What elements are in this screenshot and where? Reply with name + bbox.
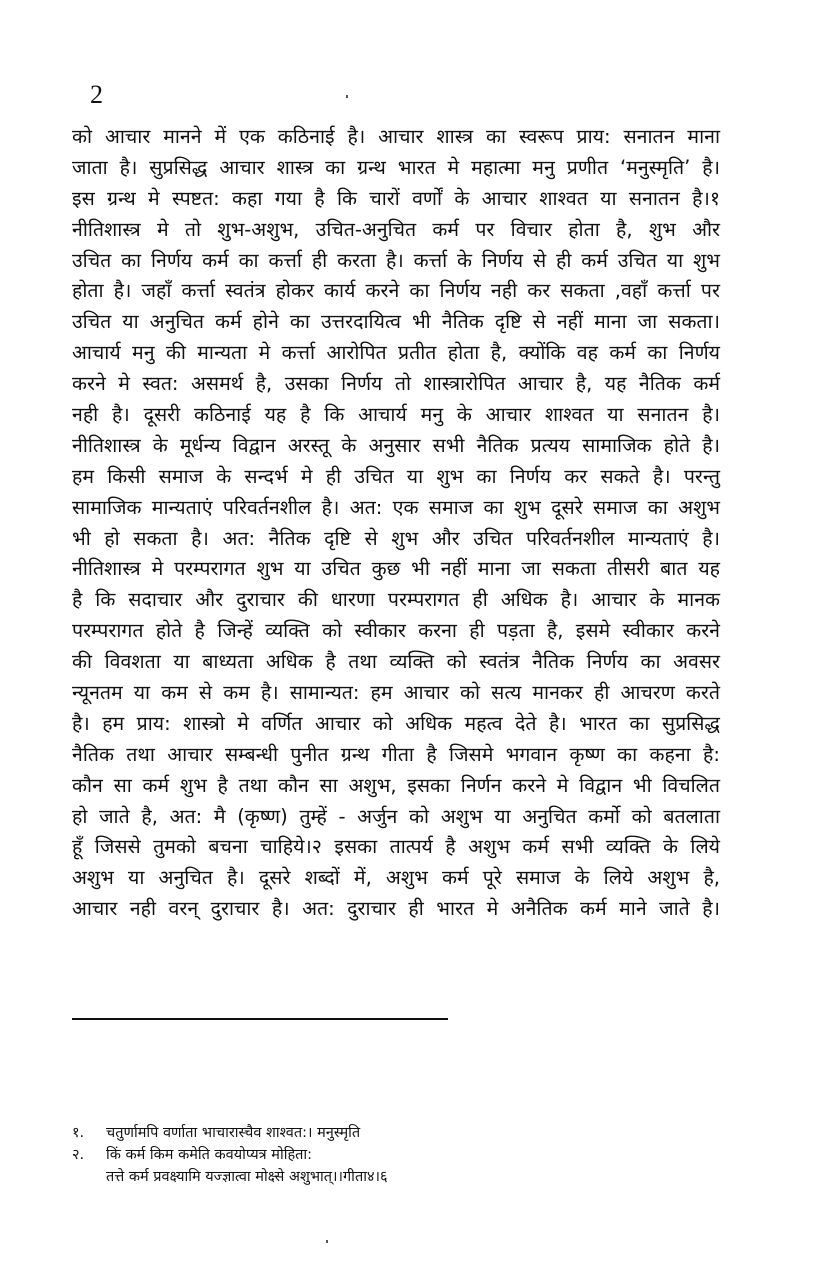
text-line: नैतिक तथा आचार सम्बन्धी पुनीत ग्रन्थ गीता है जिसमे भगवान कृष्ण का कहना है: bbox=[72, 742, 720, 766]
text-line: हो जाते है, अत: मै (कृष्ण) तुम्हें - अर्जुन को अशुभ या अनुचित कर्मो को बतलाता bbox=[72, 804, 720, 828]
text-line: जाता है। सुप्रसिद्ध आचार शास्त्र का ग्रन्थ भारत मे महात्मा मनु प्रणीत ‘मनुस्मृति’ है। bbox=[72, 155, 720, 179]
footnotes bbox=[72, 1122, 632, 1188]
text-line: नही है। दूसरी कठिनाई यह है कि आचार्य मनु के आचार शाश्वत या सनातन है। bbox=[72, 403, 720, 427]
footnote-text: तत्ते कर्म प्रवक्ष्यामि यज्ज्ञात्वा मोक्ष्से अशुभात्।।गीता४।६ bbox=[106, 1169, 388, 1185]
footnote-number: १. bbox=[72, 1125, 85, 1141]
text-line: अशुभ या अनुचित है। दूसरे शब्दों में, अशुभ कर्म पूरे समाज के लिये अशुभ है, bbox=[72, 866, 720, 890]
scan-speck bbox=[346, 95, 348, 98]
text-line: नीतिशास्त्र मे तो शुभ-अशुभ, उचित-अनुचित कर्म पर विचार होता है, शुभ और bbox=[72, 217, 720, 241]
text-line: न्यूनतम या कम से कम है। सामान्यत: हम आचार को सत्य मानकर ही आचरण करते bbox=[72, 681, 720, 705]
text-line: उचित का निर्णय कर्म का कर्त्ता ही करता है। कर्त्ता के निर्णय से ही कर्म उचित या शुभ bbox=[72, 248, 720, 272]
text-line: सामाजिक मान्यताएं परिवर्तनशील है। अत: एक समाज का शुभ दूसरे समाज का अशुभ bbox=[72, 495, 720, 519]
text-line: की विवशता या बाध्यता अधिक है तथा व्यक्ति को स्वतंत्र नैतिक निर्णय का अवसर bbox=[72, 650, 720, 674]
text-line: परम्परागत होते है जिन्हें व्यक्ति को स्वीकार करना ही पड़ता है, इसमे स्वीकार करने bbox=[72, 619, 720, 643]
text-line: है कि सदाचार और दुराचार की धारणा परम्परागत ही अधिक है। आचार के मानक bbox=[72, 588, 720, 612]
text-line: कौन सा कर्म शुभ है तथा कौन सा अशुभ, इसका निर्णन करने मे विद्वान भी विचलित bbox=[72, 773, 720, 797]
footnote-text: किं कर्म किम कमेति कवयोप्यत्र मोहिता: bbox=[106, 1147, 313, 1163]
footnote-2 bbox=[72, 1144, 632, 1166]
footnote-number: २. bbox=[72, 1147, 85, 1163]
footnote-separator bbox=[72, 1018, 448, 1020]
footnote-text: चतुर्णामपि वर्णाता भाचारास्चैव शाश्वत:। मनुस्मृति bbox=[106, 1125, 361, 1141]
body-text bbox=[72, 122, 720, 925]
scan-speck bbox=[326, 1240, 328, 1243]
text-line: उचित या अनुचित कर्म होने का उत्तरदायित्व भी नैतिक दृष्टि से नहीं माना जा सकता। bbox=[72, 310, 720, 334]
footnote-1 bbox=[72, 1122, 632, 1144]
text-line: नीतिशास्त्र मे परम्परागत शुभ या उचित कुछ भी नहीं माना जा सकता तीसरी बात यह bbox=[72, 557, 720, 581]
text-line: करने मे स्वत: असमर्थ है, उसका निर्णय तो शास्त्रारोपित आचार है, यह नैतिक कर्म bbox=[72, 372, 720, 396]
text-line: हूँ जिससे तुमको बचना चाहिये।२ इसका तात्पर्य है अशुभ कर्म सभी व्यक्ति के लिये bbox=[72, 835, 720, 859]
text-line: नीतिशास्त्र के मूर्धन्य विद्वान अरस्तू के अनुसार सभी नैतिक प्रत्यय सामाजिक होते है। bbox=[72, 433, 720, 457]
text-line: हम किसी समाज के सन्दर्भ मे ही उचित या शुभ का निर्णय कर सकते है। परन्तु bbox=[72, 464, 720, 488]
page-number: 2 bbox=[90, 80, 103, 109]
text-line: को आचार मानने में एक कठिनाई है। आचार शास्त्र का स्वरूप प्राय: सनातन माना bbox=[72, 125, 720, 148]
text-line: है। हम प्राय: शास्त्रो मे वर्णित आचार को अधिक महत्व देते है। भारत का सुप्रसिद्ध bbox=[72, 711, 720, 735]
text-line: इस ग्रन्थ मे स्पष्टत: कहा गया है कि चारों वर्णों के आचार शाश्वत या सनातन है।१ bbox=[72, 186, 720, 210]
footnote-2-continuation bbox=[72, 1166, 632, 1188]
text-line: आचार नही वरन् दुराचार है। अत: दुराचार ही भारत मे अनैतिक कर्म माने जाते है। bbox=[72, 897, 720, 921]
text-line: आचार्य मनु की मान्यता मे कर्त्ता आरोपित प्रतीत होता है, क्योंकि वह कर्म का निर्णय bbox=[72, 341, 720, 365]
text-line: होता है। जहाँ कर्त्ता स्वतंत्र होकर कार्य करने का निर्णय नही कर सकता ,वहाँ कर्त्ता पर bbox=[72, 279, 720, 303]
text-line: भी हो सकता है। अत: नैतिक दृष्टि से शुभ और उचित परिवर्तनशील मान्यताएं है। bbox=[72, 526, 720, 550]
